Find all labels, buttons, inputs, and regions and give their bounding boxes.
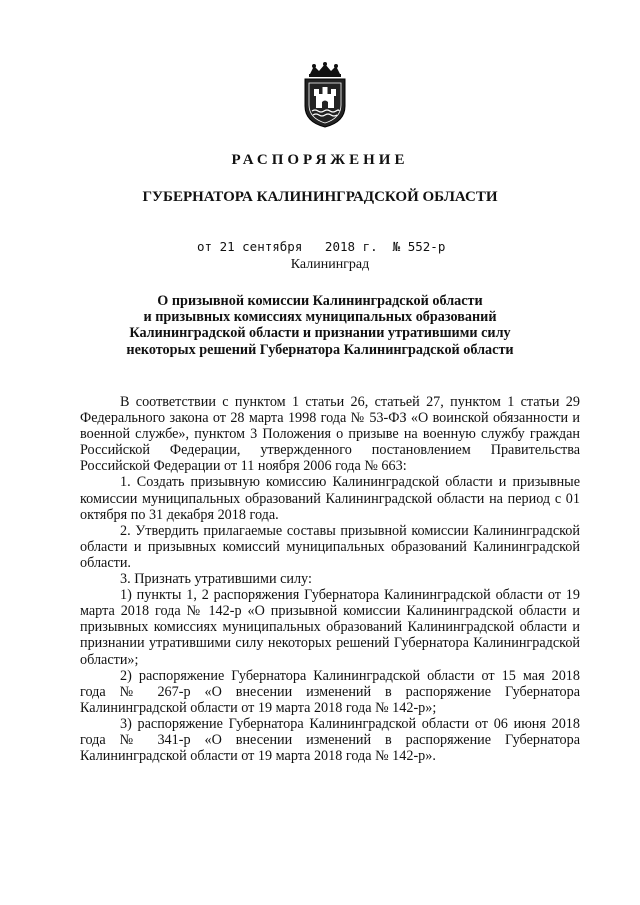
document-type: РАСПОРЯЖЕНИЕ xyxy=(231,152,409,168)
item-3-1: 1) пункты 1, 2 распоряжения Губернатора Калининградской области от 19 марта 2018 года № 142-р «О призывной комиссии Калининградской области и призывных комиссиях муниципальных образований Калининградской области и признании утратившими силу некоторых решений Губернатора Калининградской области»; xyxy=(80,587,580,668)
document-subject xyxy=(0,293,640,358)
item-2: 2. Утвердить прилагаемые составы призывной комиссии Калининградской области и призывных комиссий муниципальных образований Калининградской области. xyxy=(80,522,580,571)
city: Калининград xyxy=(290,257,370,272)
subject-line: некоторых решений Губернатора Калининградской области xyxy=(126,341,514,358)
item-3: 3. Признать утратившими силу: xyxy=(120,571,312,588)
subject-line: О призывной комиссии Калининградской области xyxy=(157,293,483,309)
date-and-number: от 21 сентября 2018 г. № 552-р xyxy=(197,239,446,254)
item-3-3: 3) распоряжение Губернатора Калининградской области от 06 июня 2018 года № 341-р «О внесении изменений в распоряжение Губернатора Калининградской области от 19 марта 2018 года № 142-р». xyxy=(80,715,580,765)
item-1: 1. Создать призывную комиссию Калининградской области и призывные комиссии муниципальных образований Калининградской области на период с 01 октября по 31 декабря 2018 года. xyxy=(80,474,580,523)
document-issuer: ГУБЕРНАТОРА КАЛИНИНГРАДСКОЙ ОБЛАСТИ xyxy=(142,189,498,205)
item-3-2: 2) распоряжение Губернатора Калининградской области от 15 мая 2018 года № 267-р «О внесении изменений в распоряжение Губернатора Калининградской области от 19 марта 2018 года № 142-р»; xyxy=(80,667,580,716)
subject-line: и призывных комиссиях муниципальных образований xyxy=(143,309,497,326)
document-body xyxy=(80,394,580,764)
coat-of-arms-icon xyxy=(300,62,350,128)
subject-line: Калининградской области и признании утратившими силу xyxy=(129,325,511,342)
preamble: В соответствии с пунктом 1 статьи 26, статьей 27, пунктом 1 статьи 29 Федерального закона от 28 марта 1998 года № 53-ФЗ «О воинской обязанности и военной службе», пунктом 3 Положения о призыве на военную службу граждан Российской Федерации, утвержденного постановлением Правительства Российской Федерации от 11 ноября 2006 года № 663: xyxy=(80,394,580,475)
